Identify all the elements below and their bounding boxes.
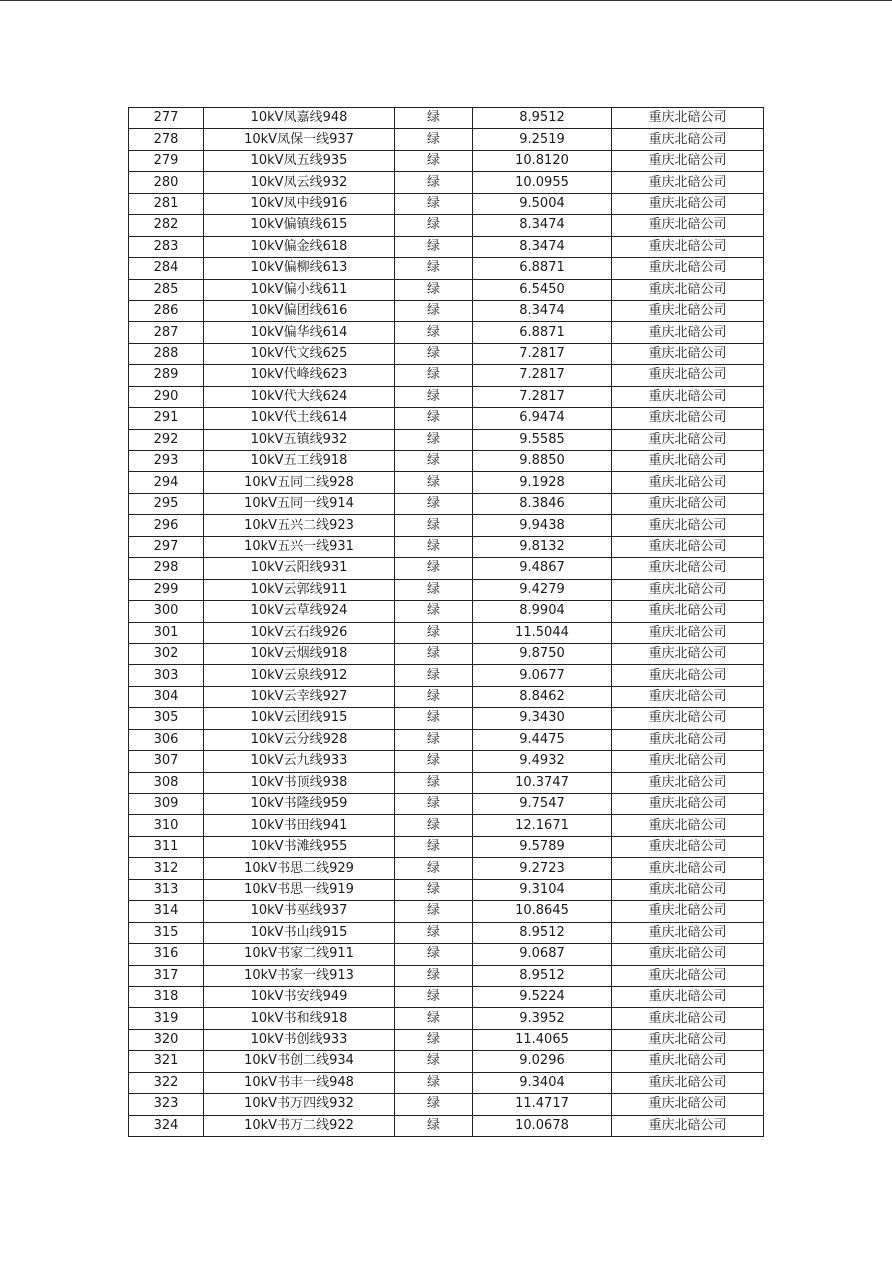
row-index-cell: 288 — [129, 343, 204, 364]
company-cell: 重庆北碚公司 — [612, 365, 764, 386]
table-row — [129, 1072, 764, 1093]
color-grade-cell: 绿 — [395, 172, 473, 193]
company-cell: 重庆北碚公司 — [612, 236, 764, 257]
row-index-cell: 307 — [129, 751, 204, 772]
row-index-cell: 278 — [129, 129, 204, 150]
company-cell: 重庆北碚公司 — [612, 836, 764, 857]
color-grade-cell: 绿 — [395, 944, 473, 965]
table-row — [129, 986, 764, 1007]
row-index-cell: 320 — [129, 1029, 204, 1050]
value-cell: 9.3430 — [473, 708, 612, 729]
row-index-cell: 285 — [129, 279, 204, 300]
company-cell: 重庆北碚公司 — [612, 1029, 764, 1050]
row-index-cell: 300 — [129, 601, 204, 622]
row-index-cell: 321 — [129, 1051, 204, 1072]
table-row — [129, 108, 764, 129]
company-cell: 重庆北碚公司 — [612, 601, 764, 622]
value-cell: 9.5789 — [473, 836, 612, 857]
table-row — [129, 515, 764, 536]
row-index-cell: 299 — [129, 579, 204, 600]
line-name-cell: 10kV书思二线929 — [204, 858, 395, 879]
table-row — [129, 1029, 764, 1050]
value-cell: 9.5585 — [473, 429, 612, 450]
color-grade-cell: 绿 — [395, 429, 473, 450]
value-cell: 6.8871 — [473, 322, 612, 343]
row-index-cell: 292 — [129, 429, 204, 450]
row-index-cell: 279 — [129, 150, 204, 171]
color-grade-cell: 绿 — [395, 493, 473, 514]
company-cell: 重庆北碚公司 — [612, 343, 764, 364]
page-top-border — [0, 0, 892, 1]
table-row — [129, 622, 764, 643]
table-row — [129, 1051, 764, 1072]
company-cell: 重庆北碚公司 — [612, 172, 764, 193]
row-index-cell: 301 — [129, 622, 204, 643]
table-row — [129, 365, 764, 386]
row-index-cell: 280 — [129, 172, 204, 193]
table-row — [129, 129, 764, 150]
row-index-cell: 313 — [129, 879, 204, 900]
row-index-cell: 282 — [129, 215, 204, 236]
color-grade-cell: 绿 — [395, 708, 473, 729]
value-cell: 9.3952 — [473, 1008, 612, 1029]
color-grade-cell: 绿 — [395, 1072, 473, 1093]
value-cell: 10.0955 — [473, 172, 612, 193]
company-cell: 重庆北碚公司 — [612, 408, 764, 429]
color-grade-cell: 绿 — [395, 579, 473, 600]
line-name-cell: 10kV五兴一线931 — [204, 536, 395, 557]
color-grade-cell: 绿 — [395, 472, 473, 493]
company-cell: 重庆北碚公司 — [612, 129, 764, 150]
line-name-cell: 10kV书万二线922 — [204, 1115, 395, 1136]
company-cell: 重庆北碚公司 — [612, 558, 764, 579]
color-grade-cell: 绿 — [395, 558, 473, 579]
company-cell: 重庆北碚公司 — [612, 1115, 764, 1136]
table-row — [129, 836, 764, 857]
value-cell: 9.2519 — [473, 129, 612, 150]
color-grade-cell: 绿 — [395, 300, 473, 321]
company-cell: 重庆北碚公司 — [612, 643, 764, 664]
line-name-cell: 10kV凤中线916 — [204, 193, 395, 214]
color-grade-cell: 绿 — [395, 643, 473, 664]
company-cell: 重庆北碚公司 — [612, 279, 764, 300]
line-name-cell: 10kV书顶线938 — [204, 772, 395, 793]
company-cell: 重庆北碚公司 — [612, 686, 764, 707]
company-cell: 重庆北碚公司 — [612, 451, 764, 472]
line-name-cell: 10kV云分线928 — [204, 729, 395, 750]
value-cell: 9.8132 — [473, 536, 612, 557]
color-grade-cell: 绿 — [395, 836, 473, 857]
line-name-cell: 10kV书和线918 — [204, 1008, 395, 1029]
line-name-cell: 10kV偏镇线615 — [204, 215, 395, 236]
color-grade-cell: 绿 — [395, 815, 473, 836]
row-index-cell: 284 — [129, 258, 204, 279]
value-cell: 9.2723 — [473, 858, 612, 879]
value-cell: 7.2817 — [473, 386, 612, 407]
color-grade-cell: 绿 — [395, 901, 473, 922]
value-cell: 10.3747 — [473, 772, 612, 793]
line-name-cell: 10kV云石线926 — [204, 622, 395, 643]
line-name-cell: 10kV偏金线618 — [204, 236, 395, 257]
value-cell: 6.8871 — [473, 258, 612, 279]
line-name-cell: 10kV云团线915 — [204, 708, 395, 729]
company-cell: 重庆北碚公司 — [612, 986, 764, 1007]
company-cell: 重庆北碚公司 — [612, 794, 764, 815]
company-cell: 重庆北碚公司 — [612, 515, 764, 536]
line-name-cell: 10kV五同一线914 — [204, 493, 395, 514]
color-grade-cell: 绿 — [395, 1115, 473, 1136]
table-row — [129, 343, 764, 364]
row-index-cell: 314 — [129, 901, 204, 922]
row-index-cell: 317 — [129, 965, 204, 986]
value-cell: 8.9512 — [473, 108, 612, 129]
color-grade-cell: 绿 — [395, 858, 473, 879]
line-name-cell: 10kV凤云线932 — [204, 172, 395, 193]
line-name-cell: 10kV云阳线931 — [204, 558, 395, 579]
color-grade-cell: 绿 — [395, 515, 473, 536]
value-cell: 8.3474 — [473, 236, 612, 257]
company-cell: 重庆北碚公司 — [612, 772, 764, 793]
value-cell: 9.4475 — [473, 729, 612, 750]
table-row — [129, 643, 764, 664]
row-index-cell: 286 — [129, 300, 204, 321]
value-cell: 10.8645 — [473, 901, 612, 922]
color-grade-cell: 绿 — [395, 408, 473, 429]
company-cell: 重庆北碚公司 — [612, 493, 764, 514]
value-cell: 8.8462 — [473, 686, 612, 707]
color-grade-cell: 绿 — [395, 343, 473, 364]
company-cell: 重庆北碚公司 — [612, 536, 764, 557]
line-name-cell: 10kV云幸线927 — [204, 686, 395, 707]
color-grade-cell: 绿 — [395, 751, 473, 772]
line-name-cell: 10kV云草线924 — [204, 601, 395, 622]
line-name-cell: 10kV代文线625 — [204, 343, 395, 364]
row-index-cell: 318 — [129, 986, 204, 1007]
table-row — [129, 193, 764, 214]
row-index-cell: 295 — [129, 493, 204, 514]
color-grade-cell: 绿 — [395, 365, 473, 386]
table-body — [129, 108, 764, 1137]
line-name-cell: 10kV云九线933 — [204, 751, 395, 772]
color-grade-cell: 绿 — [395, 986, 473, 1007]
row-index-cell: 316 — [129, 944, 204, 965]
line-name-cell: 10kV五兴二线923 — [204, 515, 395, 536]
table-row — [129, 451, 764, 472]
line-name-cell: 10kV书思一线919 — [204, 879, 395, 900]
row-index-cell: 309 — [129, 794, 204, 815]
line-name-cell: 10kV五工线918 — [204, 451, 395, 472]
company-cell: 重庆北碚公司 — [612, 815, 764, 836]
table-row — [129, 536, 764, 557]
color-grade-cell: 绿 — [395, 1029, 473, 1050]
value-cell: 10.0678 — [473, 1115, 612, 1136]
table-row — [129, 772, 764, 793]
table-row — [129, 751, 764, 772]
company-cell: 重庆北碚公司 — [612, 429, 764, 450]
table-row — [129, 215, 764, 236]
company-cell: 重庆北碚公司 — [612, 322, 764, 343]
color-grade-cell: 绿 — [395, 622, 473, 643]
row-index-cell: 319 — [129, 1008, 204, 1029]
table-row — [129, 322, 764, 343]
row-index-cell: 298 — [129, 558, 204, 579]
line-name-cell: 10kV云郭线911 — [204, 579, 395, 600]
value-cell: 9.0296 — [473, 1051, 612, 1072]
table-row — [129, 558, 764, 579]
color-grade-cell: 绿 — [395, 1094, 473, 1115]
row-index-cell: 283 — [129, 236, 204, 257]
company-cell: 重庆北碚公司 — [612, 901, 764, 922]
line-name-cell: 10kV书田线941 — [204, 815, 395, 836]
company-cell: 重庆北碚公司 — [612, 579, 764, 600]
company-cell: 重庆北碚公司 — [612, 472, 764, 493]
row-index-cell: 289 — [129, 365, 204, 386]
table-row — [129, 300, 764, 321]
table-row — [129, 258, 764, 279]
row-index-cell: 277 — [129, 108, 204, 129]
color-grade-cell: 绿 — [395, 794, 473, 815]
row-index-cell: 308 — [129, 772, 204, 793]
company-cell: 重庆北碚公司 — [612, 944, 764, 965]
table-row — [129, 579, 764, 600]
row-index-cell: 311 — [129, 836, 204, 857]
color-grade-cell: 绿 — [395, 601, 473, 622]
value-cell: 6.9474 — [473, 408, 612, 429]
value-cell: 9.4279 — [473, 579, 612, 600]
row-index-cell: 303 — [129, 665, 204, 686]
line-name-cell: 10kV云泉线912 — [204, 665, 395, 686]
table-row — [129, 386, 764, 407]
color-grade-cell: 绿 — [395, 772, 473, 793]
value-cell: 7.2817 — [473, 365, 612, 386]
row-index-cell: 322 — [129, 1072, 204, 1093]
row-index-cell: 291 — [129, 408, 204, 429]
row-index-cell: 287 — [129, 322, 204, 343]
line-data-table — [128, 107, 764, 1137]
table-row — [129, 922, 764, 943]
company-cell: 重庆北碚公司 — [612, 258, 764, 279]
table-row — [129, 150, 764, 171]
company-cell: 重庆北碚公司 — [612, 665, 764, 686]
table-row — [129, 429, 764, 450]
table-row — [129, 1115, 764, 1136]
company-cell: 重庆北碚公司 — [612, 922, 764, 943]
table-row — [129, 729, 764, 750]
value-cell: 9.3104 — [473, 879, 612, 900]
value-cell: 9.1928 — [473, 472, 612, 493]
color-grade-cell: 绿 — [395, 451, 473, 472]
row-index-cell: 324 — [129, 1115, 204, 1136]
line-name-cell: 10kV书创二线934 — [204, 1051, 395, 1072]
row-index-cell: 323 — [129, 1094, 204, 1115]
table-row — [129, 665, 764, 686]
line-name-cell: 10kV偏华线614 — [204, 322, 395, 343]
color-grade-cell: 绿 — [395, 386, 473, 407]
table-row — [129, 686, 764, 707]
company-cell: 重庆北碚公司 — [612, 1008, 764, 1029]
color-grade-cell: 绿 — [395, 215, 473, 236]
table-row — [129, 944, 764, 965]
row-index-cell: 306 — [129, 729, 204, 750]
color-grade-cell: 绿 — [395, 879, 473, 900]
value-cell: 9.0677 — [473, 665, 612, 686]
color-grade-cell: 绿 — [395, 922, 473, 943]
line-name-cell: 10kV书滩线955 — [204, 836, 395, 857]
line-name-cell: 10kV凤嘉线948 — [204, 108, 395, 129]
line-name-cell: 10kV书万四线932 — [204, 1094, 395, 1115]
value-cell: 9.0687 — [473, 944, 612, 965]
color-grade-cell: 绿 — [395, 279, 473, 300]
table-row — [129, 708, 764, 729]
color-grade-cell: 绿 — [395, 236, 473, 257]
row-index-cell: 293 — [129, 451, 204, 472]
value-cell: 11.4717 — [473, 1094, 612, 1115]
color-grade-cell: 绿 — [395, 108, 473, 129]
company-cell: 重庆北碚公司 — [612, 965, 764, 986]
row-index-cell: 304 — [129, 686, 204, 707]
line-name-cell: 10kV代大线624 — [204, 386, 395, 407]
company-cell: 重庆北碚公司 — [612, 108, 764, 129]
row-index-cell: 296 — [129, 515, 204, 536]
color-grade-cell: 绿 — [395, 729, 473, 750]
table-row — [129, 794, 764, 815]
row-index-cell: 281 — [129, 193, 204, 214]
color-grade-cell: 绿 — [395, 1051, 473, 1072]
line-name-cell: 10kV书安线949 — [204, 986, 395, 1007]
table-row — [129, 279, 764, 300]
company-cell: 重庆北碚公司 — [612, 729, 764, 750]
company-cell: 重庆北碚公司 — [612, 150, 764, 171]
color-grade-cell: 绿 — [395, 536, 473, 557]
value-cell: 8.9512 — [473, 965, 612, 986]
value-cell: 8.9512 — [473, 922, 612, 943]
table-row — [129, 493, 764, 514]
table-row — [129, 858, 764, 879]
row-index-cell: 294 — [129, 472, 204, 493]
value-cell: 8.3846 — [473, 493, 612, 514]
company-cell: 重庆北碚公司 — [612, 751, 764, 772]
table-row — [129, 236, 764, 257]
value-cell: 9.5224 — [473, 986, 612, 1007]
table-row — [129, 879, 764, 900]
color-grade-cell: 绿 — [395, 322, 473, 343]
table-row — [129, 472, 764, 493]
value-cell: 9.4932 — [473, 751, 612, 772]
line-name-cell: 10kV云烟线918 — [204, 643, 395, 664]
company-cell: 重庆北碚公司 — [612, 708, 764, 729]
line-name-cell: 10kV五镇线932 — [204, 429, 395, 450]
line-name-cell: 10kV书丰一线948 — [204, 1072, 395, 1093]
table-row — [129, 815, 764, 836]
value-cell: 6.5450 — [473, 279, 612, 300]
value-cell: 9.9438 — [473, 515, 612, 536]
line-name-cell: 10kV代峰线623 — [204, 365, 395, 386]
table-row — [129, 601, 764, 622]
line-name-cell: 10kV书家二线911 — [204, 944, 395, 965]
row-index-cell: 297 — [129, 536, 204, 557]
value-cell: 11.5044 — [473, 622, 612, 643]
value-cell: 9.8850 — [473, 451, 612, 472]
value-cell: 7.2817 — [473, 343, 612, 364]
value-cell: 9.8750 — [473, 643, 612, 664]
row-index-cell: 290 — [129, 386, 204, 407]
color-grade-cell: 绿 — [395, 129, 473, 150]
line-name-cell: 10kV代土线614 — [204, 408, 395, 429]
value-cell: 12.1671 — [473, 815, 612, 836]
company-cell: 重庆北碚公司 — [612, 1072, 764, 1093]
company-cell: 重庆北碚公司 — [612, 215, 764, 236]
color-grade-cell: 绿 — [395, 150, 473, 171]
table-row — [129, 1008, 764, 1029]
line-name-cell: 10kV凤保一线937 — [204, 129, 395, 150]
company-cell: 重庆北碚公司 — [612, 1051, 764, 1072]
company-cell: 重庆北碚公司 — [612, 1094, 764, 1115]
color-grade-cell: 绿 — [395, 686, 473, 707]
company-cell: 重庆北碚公司 — [612, 858, 764, 879]
line-name-cell: 10kV书巫线937 — [204, 901, 395, 922]
color-grade-cell: 绿 — [395, 1008, 473, 1029]
line-name-cell: 10kV偏团线616 — [204, 300, 395, 321]
line-name-cell: 10kV书家一线913 — [204, 965, 395, 986]
line-name-cell: 10kV凤五线935 — [204, 150, 395, 171]
value-cell: 11.4065 — [473, 1029, 612, 1050]
row-index-cell: 310 — [129, 815, 204, 836]
company-cell: 重庆北碚公司 — [612, 386, 764, 407]
line-name-cell: 10kV偏柳线613 — [204, 258, 395, 279]
color-grade-cell: 绿 — [395, 258, 473, 279]
value-cell: 8.3474 — [473, 300, 612, 321]
line-name-cell: 10kV偏小线611 — [204, 279, 395, 300]
line-name-cell: 10kV五同二线928 — [204, 472, 395, 493]
value-cell: 9.5004 — [473, 193, 612, 214]
company-cell: 重庆北碚公司 — [612, 193, 764, 214]
table-row — [129, 172, 764, 193]
table-row — [129, 965, 764, 986]
row-index-cell: 302 — [129, 643, 204, 664]
color-grade-cell: 绿 — [395, 665, 473, 686]
value-cell: 9.4867 — [473, 558, 612, 579]
value-cell: 9.3404 — [473, 1072, 612, 1093]
table-row — [129, 1094, 764, 1115]
value-cell: 8.9904 — [473, 601, 612, 622]
line-name-cell: 10kV书创线933 — [204, 1029, 395, 1050]
row-index-cell: 305 — [129, 708, 204, 729]
line-name-cell: 10kV书隆线959 — [204, 794, 395, 815]
line-name-cell: 10kV书山线915 — [204, 922, 395, 943]
company-cell: 重庆北碚公司 — [612, 879, 764, 900]
value-cell: 9.7547 — [473, 794, 612, 815]
value-cell: 10.8120 — [473, 150, 612, 171]
table-row — [129, 408, 764, 429]
row-index-cell: 315 — [129, 922, 204, 943]
row-index-cell: 312 — [129, 858, 204, 879]
company-cell: 重庆北碚公司 — [612, 622, 764, 643]
color-grade-cell: 绿 — [395, 965, 473, 986]
value-cell: 8.3474 — [473, 215, 612, 236]
color-grade-cell: 绿 — [395, 193, 473, 214]
table-row — [129, 901, 764, 922]
company-cell: 重庆北碚公司 — [612, 300, 764, 321]
